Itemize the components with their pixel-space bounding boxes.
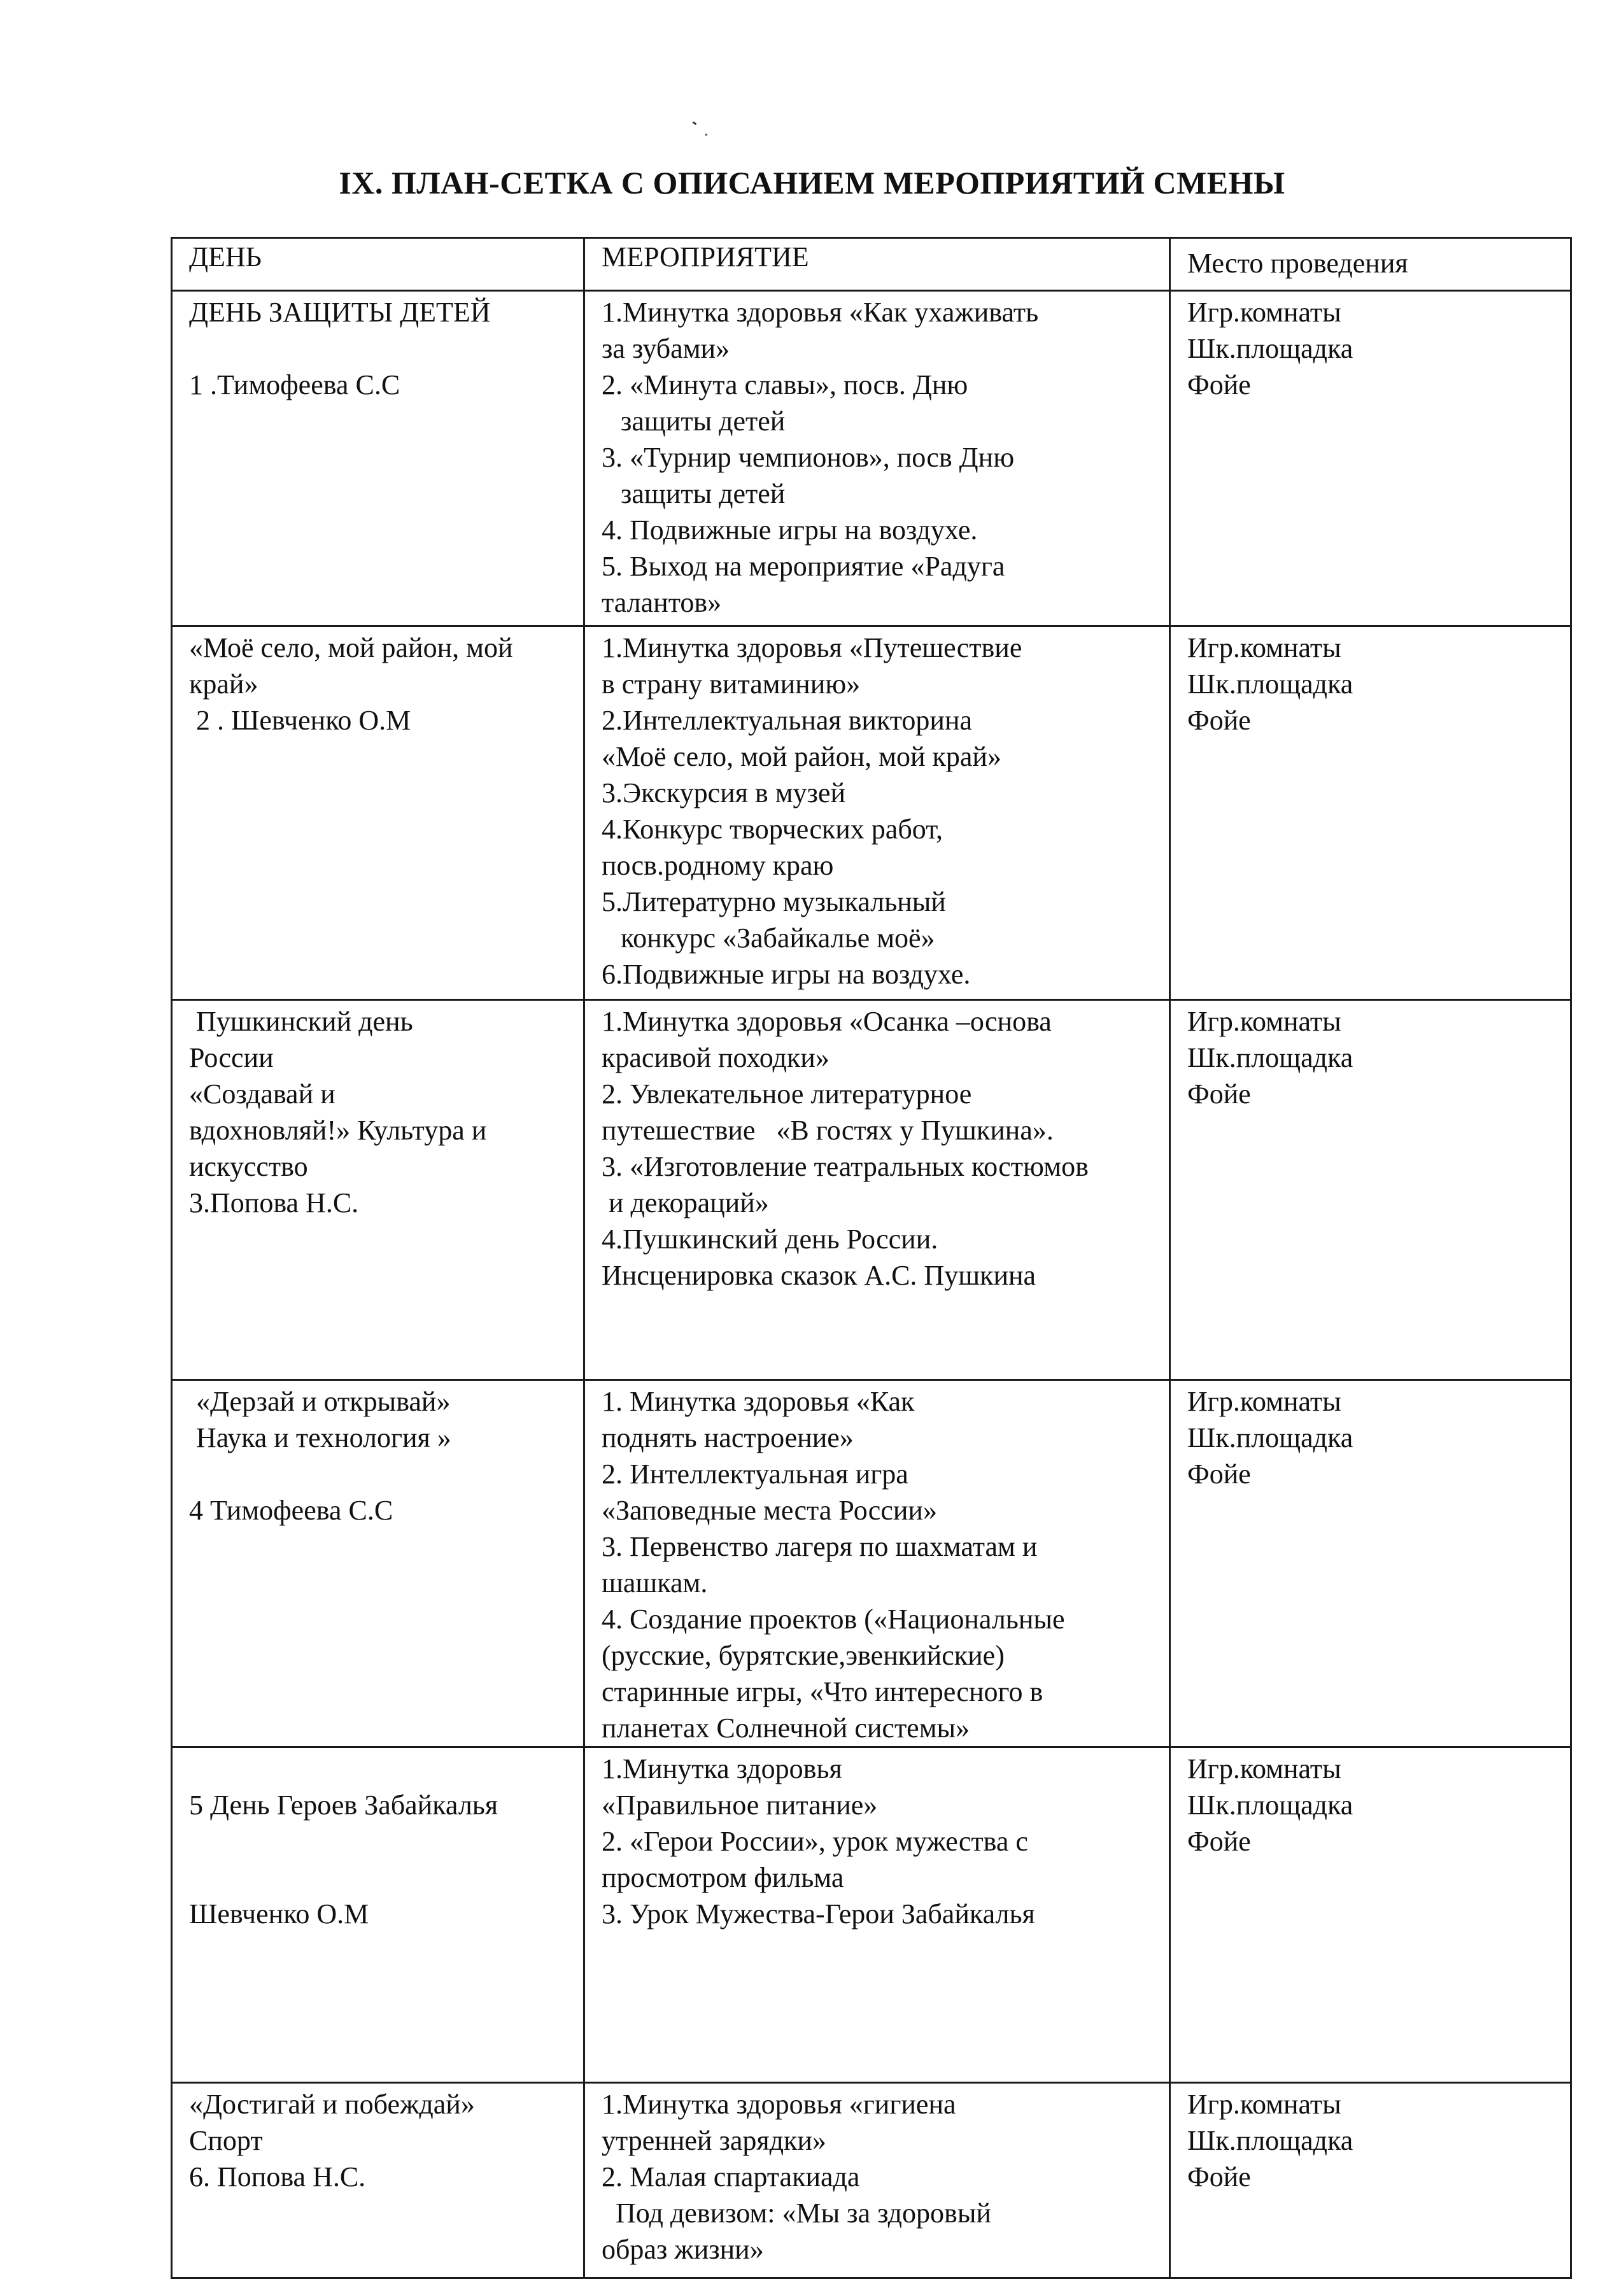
event-line: 4.Пушкинский день России.: [602, 1224, 938, 1255]
event-cell: [584, 1380, 1170, 1747]
scan-speck: [705, 134, 707, 136]
event-line: 1.Минутка здоровья: [602, 1753, 842, 1784]
event-line: Инсценировка сказок А.С. Пушкина: [602, 1260, 1036, 1291]
event-line: путешествие «В гостях у Пушкина».: [602, 1115, 1054, 1146]
event-cell: [584, 291, 1170, 626]
place-cell: [1170, 1747, 1571, 2083]
day-line: 6. Попова Н.С.: [189, 2161, 366, 2192]
place-line: Шк.площадка: [1187, 1042, 1353, 1073]
day-cell: [172, 291, 584, 626]
day-line: России: [189, 1042, 274, 1073]
day-line: «Создавай и: [189, 1078, 335, 1110]
place-line: Фойе: [1187, 705, 1251, 736]
day-line: искусство: [189, 1151, 308, 1182]
header-place: Место проведения: [1170, 238, 1571, 291]
day-line: Спорт: [189, 2125, 263, 2156]
event-line: «Правильное питание»: [602, 1789, 878, 1821]
header-event: МЕРОПРИЯТИЕ: [584, 238, 1170, 291]
event-line: Под девизом: «Мы за здоровый: [602, 2198, 991, 2229]
place-line: Фойе: [1187, 1078, 1251, 1110]
day-line: 5 День Героев Забайкалья: [189, 1789, 498, 1821]
place-line: Фойе: [1187, 1458, 1251, 1490]
place-line: Шк.площадка: [1187, 333, 1353, 364]
event-line: 3. «Изготовление театральных костюмов: [602, 1151, 1089, 1182]
event-line: 2. Малая спартакиада: [602, 2161, 860, 2192]
event-line: защиты детей: [621, 406, 786, 437]
place-line: Фойе: [1187, 2161, 1251, 2192]
event-line: 2. «Минута славы», посв. Дню: [602, 369, 968, 400]
event-line: защиты детей: [621, 478, 786, 509]
day-line: Наука и технология »: [189, 1422, 451, 1453]
place-cell: [1170, 1380, 1571, 1747]
event-line: «Заповедные места России»: [602, 1495, 937, 1526]
day-cell: [172, 626, 584, 1000]
event-line: в страну витаминию»: [602, 668, 861, 700]
event-line: 5. Выход на мероприятие «Радуга: [602, 551, 1005, 582]
event-line: образ жизни»: [602, 2234, 764, 2265]
day-cell: [172, 2083, 584, 2278]
event-line: за зубами»: [602, 333, 730, 364]
place-line: Игр.комнаты: [1187, 2089, 1341, 2120]
table-row: [172, 1380, 1571, 1747]
day-line: [189, 330, 574, 367]
event-line: «Моё село, мой район, мой край»: [602, 741, 1001, 772]
day-cell: [172, 1380, 584, 1747]
table-header-row: [172, 238, 1571, 291]
day-line: Пушкинский день: [189, 1006, 413, 1037]
table-row: [172, 1747, 1571, 2083]
day-line: 2 . Шевченко О.М: [189, 705, 411, 736]
table-row: [172, 1000, 1571, 1380]
event-line: 2.Интеллектуальная викторина: [602, 705, 973, 736]
event-line: шашкам.: [602, 1567, 708, 1598]
place-cell: [1170, 1000, 1571, 1380]
plan-table: [171, 237, 1572, 2279]
day-line: «Моё село, мой район, мой: [189, 632, 513, 663]
event-line: конкурс «Забайкалье моё»: [621, 922, 935, 954]
day-cell: [172, 1000, 584, 1380]
event-line: 1.Минутка здоровья «гигиена: [602, 2089, 956, 2120]
event-line: 1.Минутка здоровья «Осанка –основа: [602, 1006, 1052, 1037]
event-line: 2. Интеллектуальная игра: [602, 1458, 908, 1490]
scan-speck: [693, 122, 697, 125]
day-line: вдохновляй!» Культура и: [189, 1115, 487, 1146]
event-line: планетах Солнечной системы»: [602, 1712, 970, 1744]
event-line: 5.Литературно музыкальный: [602, 886, 946, 917]
event-line: старинные игры, «Что интересного в: [602, 1676, 1043, 1707]
table-row: [172, 2083, 1571, 2278]
event-line: 1. Минутка здоровья «Как: [602, 1386, 915, 1417]
event-line: 2. Увлекательное литературное: [602, 1078, 972, 1110]
place-cell: [1170, 2083, 1571, 2278]
place-line: Шк.площадка: [1187, 1789, 1353, 1821]
event-line: 3. «Турнир чемпионов», посв Дню: [602, 442, 1015, 473]
event-line: талантов»: [602, 587, 722, 618]
place-line: Игр.комнаты: [1187, 1006, 1341, 1037]
place-line: Шк.площадка: [1187, 668, 1353, 700]
event-line: 3. Первенство лагеря по шахматам и: [602, 1531, 1038, 1562]
event-cell: [584, 626, 1170, 1000]
event-line: 2. «Герои России», урок мужества с: [602, 1826, 1028, 1857]
event-line: посв.родному краю: [602, 850, 834, 881]
event-line: 3. Урок Мужества-Герои Забайкалья: [602, 1898, 1035, 1930]
day-line: 3.Попова Н.С.: [189, 1187, 359, 1218]
place-cell: [1170, 291, 1571, 626]
event-line: 4.Конкурс творческих работ,: [602, 814, 943, 845]
day-line: [189, 1751, 574, 1787]
day-line: [189, 1859, 574, 1896]
day-line: 4 Тимофеева С.С: [189, 1495, 393, 1526]
header-day: ДЕНЬ: [172, 238, 584, 291]
day-line: Шевченко О.М: [189, 1898, 369, 1930]
day-line: «Дерзай и открывай»: [189, 1386, 451, 1417]
place-line: Игр.комнаты: [1187, 1753, 1341, 1784]
day-line: [189, 1456, 574, 1492]
place-line: Игр.комнаты: [1187, 1386, 1341, 1417]
event-line: и декораций»: [602, 1187, 769, 1218]
event-line: 3.Экскурсия в музей: [602, 777, 846, 808]
event-line: 1.Минутка здоровья «Путешествие: [602, 632, 1022, 663]
page-title: IX. ПЛАН-СЕТКА С ОПИСАНИЕМ МЕРОПРИЯТИЙ СМЕНЫ: [339, 165, 1285, 201]
event-line: (русские, бурятские,эвенкийские): [602, 1640, 1005, 1671]
day-line: ДЕНЬ ЗАЩИТЫ ДЕТЕЙ: [189, 297, 491, 328]
event-line: просмотром фильма: [602, 1862, 844, 1893]
event-line: красивой походки»: [602, 1042, 830, 1073]
event-line: утренней зарядки»: [602, 2125, 826, 2156]
place-line: Игр.комнаты: [1187, 297, 1341, 328]
event-line: 1.Минутка здоровья «Как ухаживать: [602, 297, 1039, 328]
table-row: [172, 626, 1571, 1000]
day-line: [189, 1823, 574, 1859]
place-line: Шк.площадка: [1187, 2125, 1353, 2156]
day-line: «Достигай и побеждай»: [189, 2089, 475, 2120]
event-cell: [584, 1747, 1170, 2083]
event-cell: [584, 2083, 1170, 2278]
table-row: [172, 291, 1571, 626]
place-line: Шк.площадка: [1187, 1422, 1353, 1453]
event-line: 6.Подвижные игры на воздухе.: [602, 959, 971, 990]
day-cell: [172, 1747, 584, 2083]
event-line: поднять настроение»: [602, 1422, 854, 1453]
place-line: Фойе: [1187, 1826, 1251, 1857]
place-cell: [1170, 626, 1571, 1000]
day-line: 1 .Тимофеева С.С: [189, 369, 400, 400]
event-line: 4. Подвижные игры на воздухе.: [602, 514, 978, 546]
event-line: 4. Создание проектов («Национальные: [602, 1604, 1065, 1635]
place-line: Фойе: [1187, 369, 1251, 400]
event-cell: [584, 1000, 1170, 1380]
place-line: Игр.комнаты: [1187, 632, 1341, 663]
day-line: край»: [189, 668, 258, 700]
